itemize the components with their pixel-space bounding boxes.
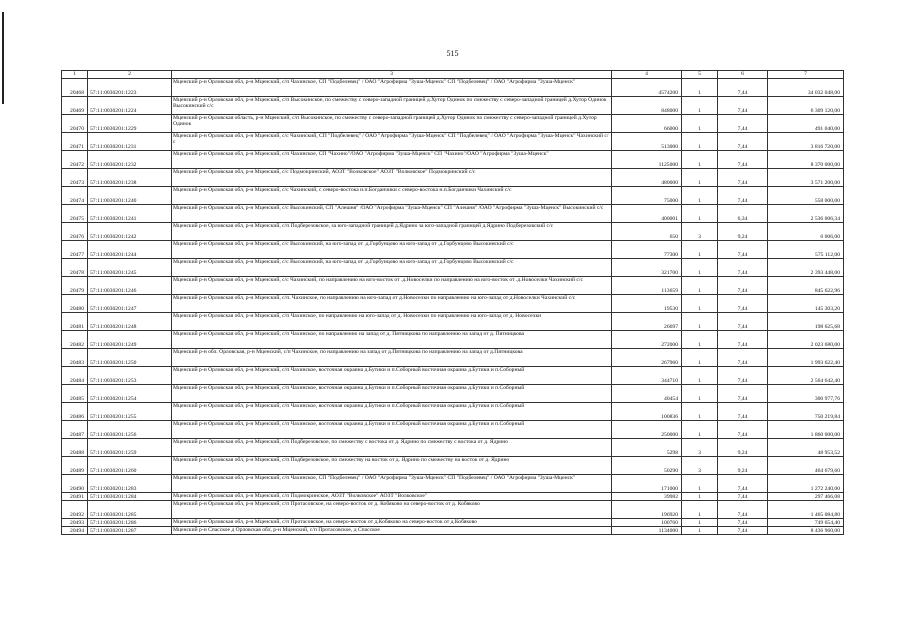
location-description-cell: Мценский р-н Орловская обл, р-н Мценский, с/п Подмокринское, АОЗТ "Волковское" АОЗТ "Волковское" <box>172 493 612 501</box>
cadastral-value-cell: 6 006,00 <box>768 223 844 241</box>
row-number-cell: 20484 <box>62 367 88 385</box>
category-cell: 1 <box>682 501 718 519</box>
row-number-cell: 20483 <box>62 349 88 367</box>
rate-cell: 7,44 <box>718 169 768 187</box>
location-description-cell: Мценский р-н Орловская обл, р-н Мценский, с/п Чахинское, восточная окраина д.Бутики и п.Соборный восточная окраина д.Бутики и п.Соборный <box>172 421 612 439</box>
row-number-cell: 20472 <box>62 151 88 169</box>
category-cell: 1 <box>682 385 718 403</box>
rate-cell: 6,34 <box>718 205 768 223</box>
cadastral-number-cell: 57:11:0030201:1247 <box>88 295 172 313</box>
rate-cell: 7,44 <box>718 331 768 349</box>
location-description-cell: Мценский р-н Орловская обл, р-н Мценский, с/с Высокинский, СП "Алешня" /ОАО "Агрофирма "Зуша-Мценск" СП "Алешня" /ОАО "Агрофирма "Зуша-Мценск" Высокинский с/с <box>172 205 612 223</box>
rate-cell: 7,44 <box>718 403 768 421</box>
cadastral-value-cell: 491 040,00 <box>768 115 844 133</box>
cadastral-number-cell: 57:11:0030201:1259 <box>88 439 172 457</box>
cadastral-number-cell: 57:11:0030201:1229 <box>88 115 172 133</box>
rate-cell: 7,44 <box>718 151 768 169</box>
area-cell: 50290 <box>612 457 682 475</box>
area-cell: 1125000 <box>612 151 682 169</box>
cadastral-number-cell: 57:11:0030201:1253 <box>88 367 172 385</box>
area-cell: 113659 <box>612 277 682 295</box>
area-cell: 26697 <box>612 313 682 331</box>
cadastral-value-cell: 3 816 720,00 <box>768 133 844 151</box>
category-cell: 1 <box>682 169 718 187</box>
row-number-cell: 20487 <box>62 421 88 439</box>
cadastral-value-cell: 1 272 240,00 <box>768 475 844 493</box>
category-cell: 1 <box>682 133 718 151</box>
row-number-cell: 20493 <box>62 519 88 527</box>
area-cell: 196920 <box>612 501 682 519</box>
category-cell: 3 <box>682 223 718 241</box>
cadastral-number-cell: 57:11:0030201:1232 <box>88 151 172 169</box>
location-description-cell: Мценский р-н Орловская обл, р-н Мценский, с/п Чахинское, СП "Подбелевец" / ОАО "Агрофирма "Зуша-Мценск" СП "Подбелевец" / ОАО "Агрофирма "Зуша-Мценск" <box>172 79 612 97</box>
area-cell: 100760 <box>612 519 682 527</box>
page-number: 515 <box>446 49 459 58</box>
rate-cell: 7,44 <box>718 259 768 277</box>
cadastral-value-cell: 6 309 120,00 <box>768 97 844 115</box>
category-cell: 1 <box>682 493 718 501</box>
rate-cell: 7,44 <box>718 313 768 331</box>
cadastral-value-cell: 300 977,76 <box>768 385 844 403</box>
location-description-cell: Мценский р-н Орловская обл, р-н Мценский, с/п. Чахинское, по направлению на юго-запад от д.Новоселки по направлению на юго-запад от д.Новоселки Чахинский с/с <box>172 295 612 313</box>
cadastral-number-cell: 57:11:0030201:1287 <box>88 527 172 535</box>
category-cell: 1 <box>682 187 718 205</box>
category-cell: 1 <box>682 475 718 493</box>
cadastral-number-cell: 57:11:0030201:1285 <box>88 501 172 519</box>
column-header: 3 <box>172 71 612 79</box>
table-row <box>62 241 844 259</box>
cadastral-value-cell: 3 571 200,00 <box>768 169 844 187</box>
location-description-cell: Мценский р-н Орловская обл, р-н Мценский, с/п Чахинское, восточная окраина д.Бутики и п.Соборный восточная окраина д.Бутики и п.Соборный <box>172 403 612 421</box>
rate-cell: 7,44 <box>718 527 768 535</box>
row-number-cell: 20468 <box>62 79 88 97</box>
table-row <box>62 151 844 169</box>
table-row <box>62 331 844 349</box>
table-row <box>62 115 844 133</box>
rate-cell: 7,44 <box>718 187 768 205</box>
cadastral-number-cell: 57:11:0030201:1283 <box>88 475 172 493</box>
area-cell: 650 <box>612 223 682 241</box>
rate-cell: 7,44 <box>718 367 768 385</box>
table-row <box>62 367 844 385</box>
category-cell: 1 <box>682 349 718 367</box>
category-cell: 1 <box>682 151 718 169</box>
location-description-cell: Мценский р-н Спасское д Орловская обл, р-н Мценский, с/п Протасовское, д Спасское <box>172 527 612 535</box>
rate-cell: 7,44 <box>718 79 768 97</box>
category-cell: 1 <box>682 519 718 527</box>
row-number-cell: 20478 <box>62 259 88 277</box>
cadastral-value-cell: 48 953,52 <box>768 439 844 457</box>
table-row <box>62 403 844 421</box>
table-row <box>62 205 844 223</box>
cadastral-number-cell: 57:11:0030201:1260 <box>88 457 172 475</box>
table-row <box>62 519 844 527</box>
table-row <box>62 169 844 187</box>
cadastral-value-cell: 2 536 006,34 <box>768 205 844 223</box>
category-cell: 3 <box>682 439 718 457</box>
category-cell: 3 <box>682 457 718 475</box>
cadastral-number-cell: 57:11:0030201:1286 <box>88 519 172 527</box>
row-number-cell: 20482 <box>62 331 88 349</box>
row-number-cell: 20491 <box>62 493 88 501</box>
table-row <box>62 527 844 535</box>
table-row <box>62 313 844 331</box>
cadastral-number-cell: 57:11:0030201:1246 <box>88 277 172 295</box>
area-cell: 40454 <box>612 385 682 403</box>
area-cell: 321700 <box>612 259 682 277</box>
area-cell: 513000 <box>612 133 682 151</box>
table-row <box>62 349 844 367</box>
area-cell: 66000 <box>612 115 682 133</box>
cadastral-number-cell: 57:11:0030201:1242 <box>88 223 172 241</box>
category-cell: 1 <box>682 205 718 223</box>
row-number-cell: 20475 <box>62 205 88 223</box>
table-row <box>62 439 844 457</box>
table-row <box>62 187 844 205</box>
cadastral-value-cell: 575 112,00 <box>768 241 844 259</box>
location-description-cell: Мценский р-н Орловская обл, р-н Мценский, с/п Протасовское, на северо-восток от д. Кобяково на северо-восток от д. Кобяково <box>172 501 612 519</box>
row-number-cell: 20470 <box>62 115 88 133</box>
cadastral-number-cell: 57:11:0030201:1254 <box>88 385 172 403</box>
area-cell: 5298 <box>612 439 682 457</box>
cadastral-value-cell: 2 564 642,40 <box>768 367 844 385</box>
row-number-cell: 20492 <box>62 501 88 519</box>
cadastral-number-cell: 57:11:0030201:1231 <box>88 133 172 151</box>
cadastral-value-cell: 34 032 048,00 <box>768 79 844 97</box>
row-number-cell: 20479 <box>62 277 88 295</box>
rate-cell: 7,44 <box>718 519 768 527</box>
row-number-cell: 20481 <box>62 313 88 331</box>
table-row <box>62 259 844 277</box>
category-cell: 1 <box>682 241 718 259</box>
location-description-cell: Мценский р-н Орловская обл, р-н Мценский, с/п Чахинское, по направлению на запад от д. Пятницкова по направлению на запад от д. Пятницкова <box>172 331 612 349</box>
cadastral-number-cell: 57:11:0030201:1224 <box>88 97 172 115</box>
location-description-cell: Мценский р-н Орловская обл, р-н Мценский, с/п Чахинское, СП "Чахино"/ОАО "Агрофирма "Зуша-Мценск" СП "Чахино"/ОАО "Агрофирма "Зуша-Мценск" <box>172 151 612 169</box>
location-description-cell: Мценский р-н Орловская обл, р-н Мценский, с/п Протасовское, на северо-восток от д.Кобяково на северо-восток от д.Кобяково <box>172 519 612 527</box>
row-number-cell: 20471 <box>62 133 88 151</box>
area-cell: 267960 <box>612 349 682 367</box>
cadastral-number-cell: 57:11:0030201:1238 <box>88 169 172 187</box>
rate-cell: 7,44 <box>718 493 768 501</box>
cadastral-number-cell: 57:11:0030201:1240 <box>88 187 172 205</box>
row-number-cell: 20469 <box>62 97 88 115</box>
location-description-cell: Мценский р-н Орловская область, р-н Мценский, с/п Высокинское, по смежеству с северо-западной границей д.Хутор Одинок по смежеству с северо-западной границей д.Хутор Одинок <box>172 115 612 133</box>
table-row <box>62 475 844 493</box>
cadastral-value-cell: 1 860 000,00 <box>768 421 844 439</box>
cadastral-number-cell: 57:11:0030201:1249 <box>88 331 172 349</box>
location-description-cell: Мценский р-н Орловская обл, р-н Мценский, с/п Высокинское, по смежеству с северо-западной границей д.Хутор Одинок по смежеству с северо-западной границей д.Хутор Одинок Высокинский с/с <box>172 97 612 115</box>
margin-binding-mark <box>2 12 4 104</box>
row-number-cell: 20486 <box>62 403 88 421</box>
cadastral-value-cell: 749 654,40 <box>768 519 844 527</box>
category-cell: 1 <box>682 313 718 331</box>
table-row <box>62 457 844 475</box>
column-header: 2 <box>88 71 172 79</box>
location-description-cell: Мценский р-н Орловская обл, р-н Мценский, с/п Чахинское, СП "Подбелевец" / ОАО "Агрофирма "Зуша-Мценск" СП "Подбелевец" / ОАО "Агрофирма "Зуша-Мценск" <box>172 475 612 493</box>
rate-cell: 9,24 <box>718 439 768 457</box>
row-number-cell: 20473 <box>62 169 88 187</box>
area-cell: 272000 <box>612 331 682 349</box>
area-cell: 344710 <box>612 367 682 385</box>
land-parcel-table <box>61 70 844 535</box>
category-cell: 1 <box>682 331 718 349</box>
column-header: 7 <box>768 71 844 79</box>
cadastral-value-cell: 2 023 680,00 <box>768 331 844 349</box>
cadastral-value-cell: 845 622,96 <box>768 277 844 295</box>
category-cell: 1 <box>682 277 718 295</box>
location-description-cell: Мценский р-н Орловская обл, р-н Мценский, с/с Высокинский, на юго-запад от .д.Горбунцово на юго-запад от .д.Горбунцово Высокинский с/с <box>172 241 612 259</box>
cadastral-value-cell: 464 679,60 <box>768 457 844 475</box>
location-description-cell: Мценский р-н Орловская обл, р-н Мценский, с/п Подберезовское, по смежеству на восток от д. Ядрино по смежеству на восток от д. Ядрино <box>172 457 612 475</box>
area-cell: 171000 <box>612 475 682 493</box>
category-cell: 1 <box>682 367 718 385</box>
table-row <box>62 501 844 519</box>
category-cell: 1 <box>682 403 718 421</box>
cadastral-number-cell: 57:11:0030201:1250 <box>88 349 172 367</box>
rate-cell: 9,24 <box>718 223 768 241</box>
rate-cell: 7,44 <box>718 475 768 493</box>
rate-cell: 7,44 <box>718 385 768 403</box>
cadastral-number-cell: 57:11:0030201:1244 <box>88 241 172 259</box>
table-row <box>62 421 844 439</box>
category-cell: 1 <box>682 421 718 439</box>
table-body <box>62 79 844 535</box>
row-number-cell: 20485 <box>62 385 88 403</box>
location-description-cell: Мценский р-н Орловская обл, р-н Мценский, с/п Чахинское, по направлению на юго-запад от д. Новоселки по направлению на юго-запад от д. Новоселки <box>172 313 612 331</box>
category-cell: 1 <box>682 79 718 97</box>
location-description-cell: Мценский р-н Орловская обл, р-н Мценский, с/п Чахинское, восточная окраина д.Бутики и п.Соборный восточная окраина д.Бутики и п.Соборный <box>172 367 612 385</box>
row-number-cell: 20476 <box>62 223 88 241</box>
cadastral-number-cell: 57:11:0030201:1255 <box>88 403 172 421</box>
location-description-cell: Мценский р-н Орловская обл, р-н Мценский, с/п Подберезовское, за юго-западной границей д.Ядрино за юго-западной границей д.Ядрино Подберезовский с/с <box>172 223 612 241</box>
area-cell: 848000 <box>612 97 682 115</box>
cadastral-value-cell: 2 393 448,00 <box>768 259 844 277</box>
table-row <box>62 79 844 97</box>
category-cell: 1 <box>682 259 718 277</box>
cadastral-value-cell: 1 465 084,80 <box>768 501 844 519</box>
location-description-cell: Мценский р-н Орловская обл, р-н Мценский, с/п Подберезовское, по смежеству с востока от д. Ядрино по смежеству с востока от д. Ядрино <box>172 439 612 457</box>
rate-cell: 7,44 <box>718 241 768 259</box>
area-cell: 250000 <box>612 421 682 439</box>
table-row <box>62 277 844 295</box>
rate-cell: 7,44 <box>718 349 768 367</box>
column-header: 5 <box>682 71 718 79</box>
area-cell: 400001 <box>612 205 682 223</box>
cadastral-number-cell: 57:11:0030201:1256 <box>88 421 172 439</box>
rate-cell: 7,44 <box>718 133 768 151</box>
location-description-cell: Мценский р-н Орловская обл, р-н Мценский, с/с Чахинский, СП "Подбелевец" / ОАО "Агрофирма "Зуша-Мценск" СП "Подбелевец" / ОАО "Агрофирма "Зуша-Мценск" Чахинский с/с <box>172 133 612 151</box>
cadastral-value-cell: 198 625,68 <box>768 313 844 331</box>
row-number-cell: 20489 <box>62 457 88 475</box>
row-number-cell: 20490 <box>62 475 88 493</box>
area-cell: 100836 <box>612 403 682 421</box>
column-header: 6 <box>718 71 768 79</box>
row-number-cell: 20488 <box>62 439 88 457</box>
table-row <box>62 133 844 151</box>
column-header: 4 <box>612 71 682 79</box>
table-row <box>62 223 844 241</box>
cadastral-number-cell: 57:11:0030201:1241 <box>88 205 172 223</box>
rate-cell: 7,44 <box>718 277 768 295</box>
rate-cell: 7,44 <box>718 421 768 439</box>
cadastral-number-cell: 57:11:0030201:1284 <box>88 493 172 501</box>
location-description-cell: Мценский р-н Орловская обл, р-н Мценский, с/п Чахинское, восточная окраина д.Бутики и п.Соборный восточная окраина д.Бутики и п.Соборный <box>172 385 612 403</box>
area-cell: 1134000 <box>612 527 682 535</box>
area-cell: 75000 <box>612 187 682 205</box>
location-description-cell: Мценский р-н Орловская обл, р-н Мценский, с/с Высокинский, на юго-запад от .д.Горбунцово на юго-запад от .д.Горбунцово Высокинский с/с <box>172 259 612 277</box>
area-cell: 4574200 <box>612 79 682 97</box>
table-row <box>62 385 844 403</box>
area-cell: 19530 <box>612 295 682 313</box>
location-description-cell: Мценский р-н обл. Орловская, р-н Мценский, с/п Чахинское, по направлению на запад от д.Пятницкова по направлению на запад от д.Пятницкова <box>172 349 612 367</box>
header-row <box>62 71 844 79</box>
location-description-cell: Мценский р-н Орловская обл, р-н Мценский, с/с Чахинский, по направлению на юго-восток от .д.Новоселки по направлению на юго-восток от .д.Новоселки Чахинский с/с <box>172 277 612 295</box>
table-row <box>62 493 844 501</box>
rate-cell: 7,44 <box>718 115 768 133</box>
rate-cell: 7,44 <box>718 501 768 519</box>
cadastral-value-cell: 8 436 960,00 <box>768 527 844 535</box>
category-cell: 1 <box>682 295 718 313</box>
cadastral-number-cell: 57:11:0030201:1223 <box>88 79 172 97</box>
cadastral-value-cell: 145 303,20 <box>768 295 844 313</box>
cadastral-value-cell: 297 466,08 <box>768 493 844 501</box>
rate-cell: 7,44 <box>718 295 768 313</box>
cadastral-value-cell: 750 219,84 <box>768 403 844 421</box>
row-number-cell: 20477 <box>62 241 88 259</box>
area-cell: 480000 <box>612 169 682 187</box>
area-cell: 77300 <box>612 241 682 259</box>
cadastral-value-cell: 8 370 000,00 <box>768 151 844 169</box>
row-number-cell: 20494 <box>62 527 88 535</box>
category-cell: 1 <box>682 97 718 115</box>
rate-cell: 7,44 <box>718 97 768 115</box>
category-cell: 1 <box>682 527 718 535</box>
cadastral-number-cell: 57:11:0030201:1248 <box>88 313 172 331</box>
location-description-cell: Мценский р-н Орловская обл, р-н Мценский, с/с Подмокринский, АОЗТ "Волковское" АОЗТ "Волковское" Подмокринский с/с <box>172 169 612 187</box>
rate-cell: 9,24 <box>718 457 768 475</box>
table-row <box>62 97 844 115</box>
cadastral-value-cell: 1 993 622,40 <box>768 349 844 367</box>
cadastral-value-cell: 558 000,00 <box>768 187 844 205</box>
category-cell: 1 <box>682 115 718 133</box>
column-header: 1 <box>62 71 88 79</box>
row-number-cell: 20480 <box>62 295 88 313</box>
area-cell: 39982 <box>612 493 682 501</box>
row-number-cell: 20474 <box>62 187 88 205</box>
location-description-cell: Мценский р-н Орловская обл, р-н Мценский, с/с Чахинский, с северо-востока н.п.Богданчики с северо-востока н.п.Богданчики Чахинский с/с <box>172 187 612 205</box>
table-row <box>62 295 844 313</box>
cadastral-number-cell: 57:11:0030201:1245 <box>88 259 172 277</box>
